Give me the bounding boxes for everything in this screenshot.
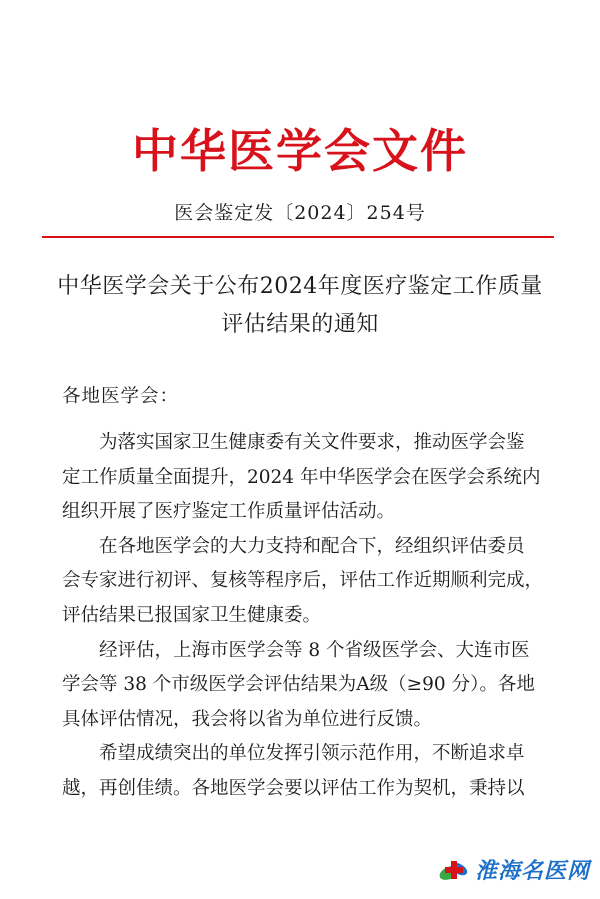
notice-title-line-1: 中华医学会关于公布2024年度医疗鉴定工作质量	[57, 274, 543, 299]
red-divider-line	[42, 236, 554, 238]
site-watermark	[437, 854, 590, 885]
body-line: 学会等 38 个市级医学会评估结果为A级（≥90 分）。各地	[62, 674, 535, 696]
document-number: 医会鉴定发〔2024〕254号	[174, 202, 426, 224]
notice-title-line-2: 评估结果的通知	[221, 312, 379, 337]
body-text	[62, 426, 542, 807]
body-line: 会专家进行初评、复核等程序后，评估工作近期顺利完成，	[62, 570, 544, 592]
body-line: 为落实国家卫生健康委有关文件要求，推动医学会鉴	[99, 432, 525, 453]
body-line: 希望成绩突出的单位发挥引领示范作用，不断追求卓	[99, 743, 525, 765]
body-line: 越，再创佳绩。各地医学会要以评估工作为契机，秉持以	[62, 777, 525, 799]
document-header-title: 中华医学会文件	[132, 124, 468, 178]
body-line: 经评估，上海市医学会等 8 个省级医学会、大连市医	[99, 639, 530, 661]
body-line: 定工作质量全面提升，2024 年中华医学会在医学会系统内	[62, 466, 541, 488]
body-line: 评估结果已报国家卫生健康委。	[62, 604, 322, 626]
notice-title	[0, 268, 600, 344]
watermark-text: 淮海名医网	[474, 858, 590, 884]
body-line: 具体评估情况，我会将以省为单位进行反馈。	[62, 708, 433, 730]
body-line: 在各地医学会的大力支持和配合下，经组织评估委员	[99, 535, 525, 557]
salutation: 各地医学会：	[62, 386, 180, 407]
medical-cross-leaf-icon	[437, 855, 471, 885]
body-line: 组织开展了医疗鉴定工作质量评估活动。	[62, 501, 396, 523]
